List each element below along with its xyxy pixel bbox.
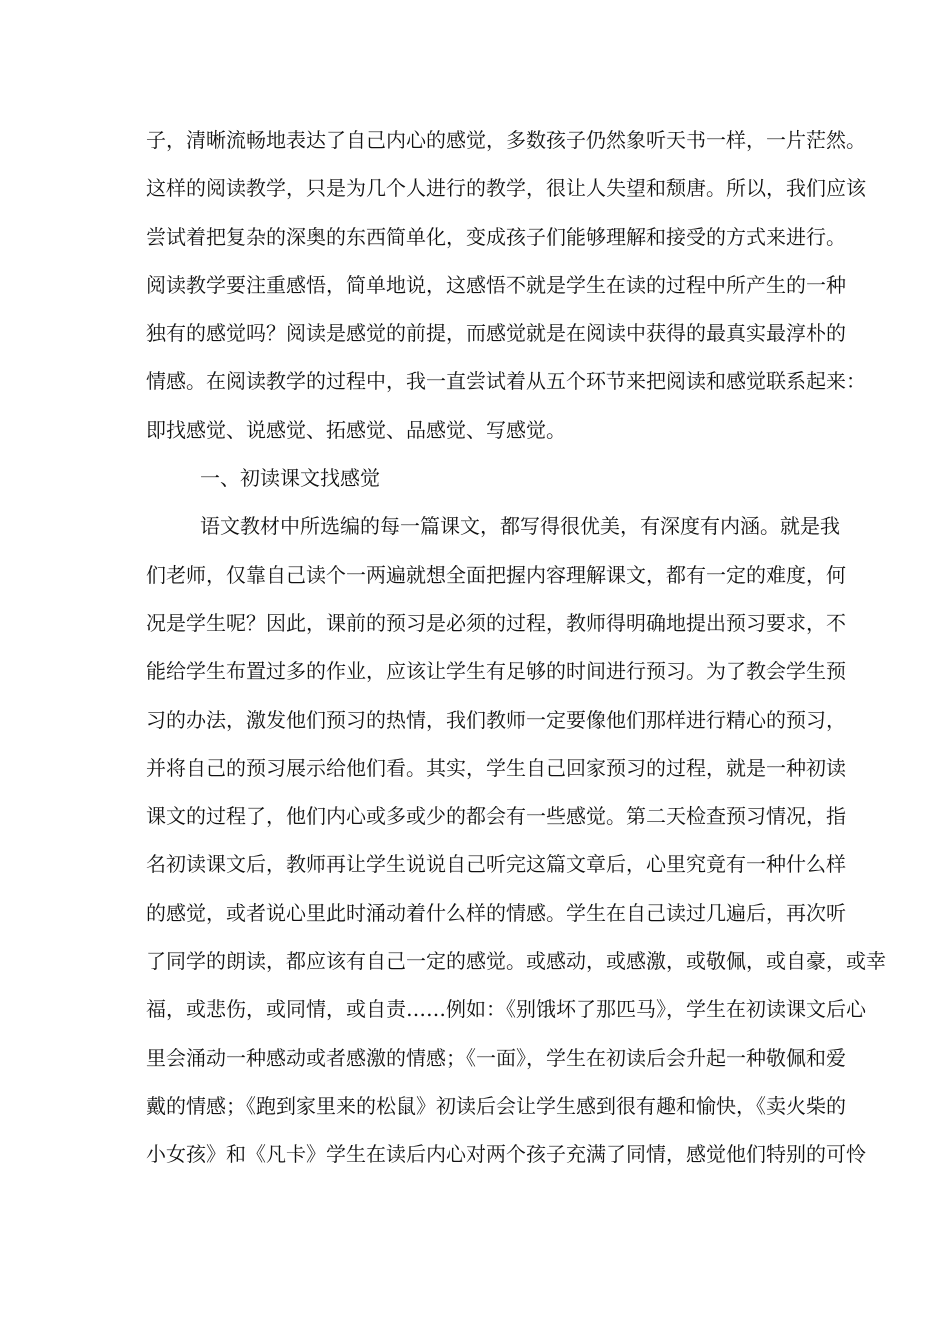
text-line: 情感。在阅读教学的过程中，我一直尝试着从五个环节来把阅读和感觉联系起来： [146, 369, 866, 394]
text-line: 习的办法，激发他们预习的热情，我们教师一定要像他们那样进行精心的预习， [146, 707, 846, 732]
text-line: 子，清晰流畅地表达了自己内心的感觉，多数孩子仍然象听天书一样，一片茫然。 [146, 128, 866, 152]
text-line: 尝试着把复杂的深奥的东西简单化，变成孩子们能够理解和接受的方式来进行。 [146, 224, 846, 249]
text-line: 语文教材中所选编的每一篇课文，都写得很优美，有深度有内涵。就是我 [200, 514, 840, 539]
text-line: 即找感觉、说感觉、拓感觉、品感觉、写感觉。 [146, 417, 566, 442]
text-line: 能给学生布置过多的作业，应该让学生有足够的时间进行预习。为了教会学生预 [146, 659, 846, 684]
text-line: 福，或悲伤，或同情，或自责……例如：《别饿坏了那匹马》，学生在初读课文后心 [146, 997, 866, 1022]
text-line: 戴的情感；《跑到家里来的松鼠》初读后会让学生感到很有趣和愉快，《卖火柴的 [146, 1093, 846, 1118]
section-heading: 一、初读课文找感觉 [200, 466, 380, 491]
text-line: 的感觉，或者说心里此时涌动着什么样的情感。学生在自己读过几遍后，再次听 [146, 900, 846, 925]
text-line: 里会涌动一种感动或者感激的情感；《一面》，学生在初读后会升起一种敬佩和爱 [146, 1045, 846, 1070]
text-line: 况是学生呢？因此，课前的预习是必须的过程，教师得明确地提出预习要求，不 [146, 610, 846, 635]
text-line: 课文的过程了，他们内心或多或少的都会有一些感觉。第二天检查预习情况，指 [146, 804, 846, 829]
text-line: 并将自己的预习展示给他们看。其实，学生自己回家预习的过程，就是一种初读 [146, 755, 846, 780]
text-line: 独有的感觉吗？阅读是感觉的前提，而感觉就是在阅读中获得的最真实最淳朴的 [146, 321, 846, 346]
text-line: 名初读课文后，教师再让学生说说自己听完这篇文章后，心里究竟有一种什么样 [146, 852, 846, 877]
text-line: 们老师，仅靠自己读个一两遍就想全面把握内容理解课文，都有一定的难度，何 [146, 562, 846, 587]
body-text [146, 116, 886, 1179]
text-line: 阅读教学要注重感悟，简单地说，这感悟不就是学生在读的过程中所产生的一种 [146, 272, 846, 297]
text-line: 了同学的朗读，都应该有自己一定的感觉。或感动，或感激，或敬佩，或自豪，或幸 [146, 949, 886, 974]
text-line: 这样的阅读教学，只是为几个人进行的教学，很让人失望和颓唐。所以，我们应该 [146, 176, 866, 201]
text-line: 小女孩》和《凡卡》学生在读后内心对两个孩子充满了同情，感觉他们特别的可怜 [146, 1142, 866, 1167]
